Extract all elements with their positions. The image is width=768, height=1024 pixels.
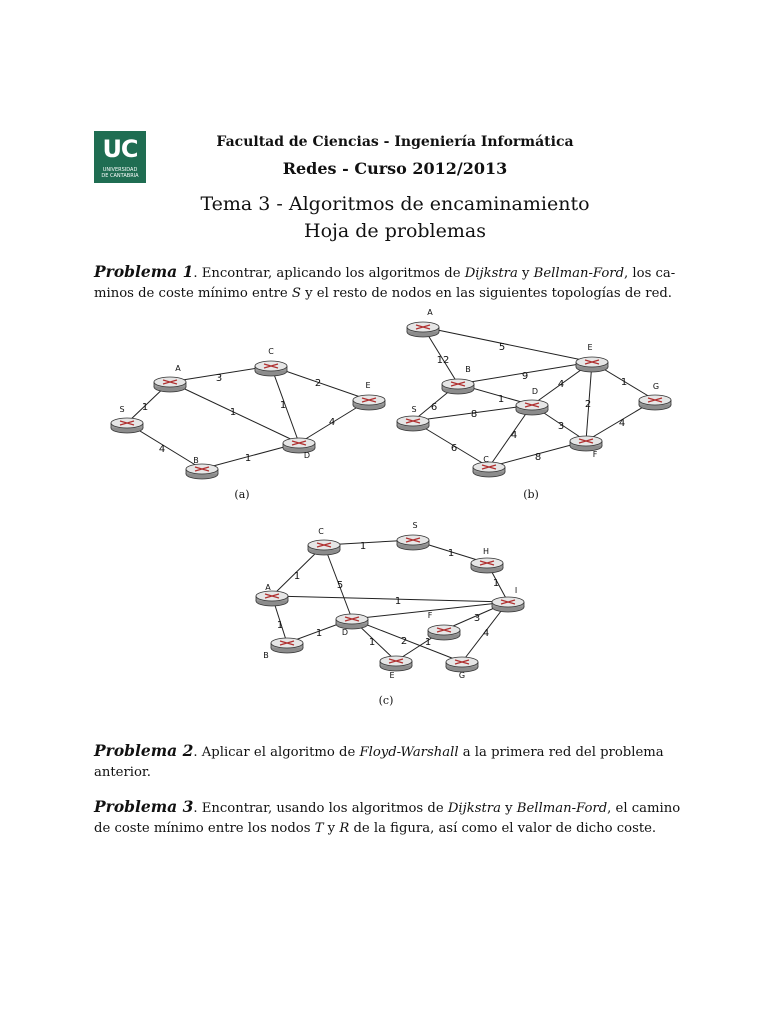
router-icon (256, 591, 288, 606)
edge-weight-E-F: 1 (424, 637, 432, 648)
node-label-A: A (175, 364, 181, 373)
node-label-E: E (587, 343, 593, 352)
edge-weight-I-G: 4 (482, 628, 490, 639)
node-label-H: H (482, 547, 490, 556)
course-title: Redes - Curso 2012/2013 (282, 159, 508, 178)
edge-weight-D-G: 2 (400, 636, 408, 647)
edge-weight-F-I: 3 (473, 613, 481, 624)
router-icon (428, 625, 460, 640)
problem-3-label: Problema 3 (94, 797, 194, 816)
bellman-ford-term: Bellman-Ford (516, 801, 608, 816)
edge-weight-H-I: 1 (492, 578, 500, 589)
node-label-E: E (365, 381, 371, 390)
router-icon (154, 377, 186, 392)
caption-c: (c) (378, 694, 394, 707)
problem-2-line-1 (94, 741, 664, 763)
logo-line-1: UNIVERSIDAD (102, 167, 138, 173)
conjunction: y (323, 821, 340, 836)
edge-weight-D-F: 3 (557, 421, 565, 432)
node-label-A: A (265, 583, 271, 592)
edge-weight-C-S: 1 (359, 541, 367, 552)
problem-2-text: . Aplicar el algoritmo de (193, 745, 360, 760)
conjunction: y (500, 801, 517, 816)
graph-c (256, 521, 524, 680)
node-label-D: D (303, 451, 311, 460)
node-label-S: S (411, 405, 417, 414)
problem-1-text-2-end: y el resto de nodos en las siguientes topologías de red. (300, 286, 673, 301)
edge-weight-B-S: 6 (430, 402, 438, 413)
node-label-F: F (427, 611, 433, 620)
problem-1-text: . Encontrar, aplicando los algoritmos de (193, 266, 465, 281)
edge-weight-C-F: 8 (534, 452, 542, 463)
router-icon (380, 656, 412, 671)
node-r-ref: R (339, 821, 350, 836)
router-icon (570, 436, 602, 451)
problem-3-text-2: de coste mínimo entre los nodos (94, 821, 315, 836)
node-t-ref: T (314, 821, 324, 836)
dijkstra-term: Dijkstra (464, 266, 518, 281)
node-label-D: D (341, 628, 349, 637)
edge-weight-B-D: 1 (244, 453, 252, 464)
router-icon (492, 597, 524, 612)
edge-weight-D-E: 4 (557, 379, 565, 390)
router-icon (576, 357, 608, 372)
node-label-C: C (268, 347, 274, 356)
topic-title: Tema 3 - Algoritmos de encaminamiento (200, 193, 590, 215)
edge-weight-D-C: 4 (510, 430, 518, 441)
edge-weight-A-C: 3 (215, 373, 223, 384)
problem-3-text-2-end: de la figura, así como el valor de dicho coste. (349, 821, 657, 836)
problem-2-label: Problema 2 (94, 741, 194, 760)
router-icon (446, 657, 478, 672)
edge-weight-S-H: 1 (447, 548, 455, 559)
problem-2 (94, 741, 664, 783)
router-icon (407, 322, 439, 337)
bellman-ford-term: Bellman-Ford (533, 266, 625, 281)
edge-weight-A-B: 1 (276, 620, 284, 631)
edge-A-I (272, 596, 508, 602)
edge-weight-S-D: 8 (470, 409, 478, 420)
node-label-I: I (514, 586, 518, 595)
router-icon (186, 464, 218, 479)
edge-weight-A-B: 12 (436, 355, 450, 366)
edge-weight-B-E: 9 (521, 371, 529, 382)
node-label-C: C (318, 527, 324, 536)
problem-2-line-2: anterior. (94, 765, 151, 780)
node-label-D: D (531, 387, 539, 396)
problem-3-text-end: , el camino (607, 801, 681, 816)
router-icon (271, 638, 303, 653)
node-label-B: B (465, 365, 471, 374)
graph-b (397, 308, 671, 477)
problem-2-text-end: a la primera red del problema (458, 745, 664, 760)
problem-3 (94, 797, 681, 839)
router-icon (516, 400, 548, 415)
router-icon (336, 614, 368, 629)
problem-3-line-2 (94, 819, 660, 839)
dijkstra-term: Dijkstra (447, 801, 501, 816)
router-icon (353, 395, 385, 410)
edge-weight-B-D: 1 (497, 394, 505, 405)
router-icon (639, 395, 671, 410)
node-label-A: A (427, 308, 433, 317)
faculty-title: Facultad de Ciencias - Ingeniería Informática (216, 134, 574, 150)
edge-weight-E-D: 4 (328, 417, 336, 428)
node-label-B: B (193, 456, 199, 465)
logo-title: UC (102, 135, 138, 163)
problem-3-line-1 (94, 797, 681, 819)
node-label-G: G (652, 382, 660, 391)
caption-a: (a) (234, 488, 250, 501)
node-label-B: B (263, 651, 269, 660)
router-icon (442, 379, 474, 394)
logo-line-2: DE CANTABRIA (101, 173, 139, 179)
problem-1-text-end: , los ca- (624, 266, 676, 281)
router-icon (255, 361, 287, 376)
problem-3-text: . Encontrar, usando los algoritmos de (193, 801, 448, 816)
node-label-G: G (458, 671, 466, 680)
edge-weight-A-I: 1 (394, 596, 402, 607)
router-icon (397, 535, 429, 550)
node-label-F: F (592, 450, 598, 459)
edge-weight-S-C: 6 (450, 443, 458, 454)
router-icon (111, 418, 143, 433)
node-label-S: S (119, 405, 125, 414)
problem-1-text-2: minos de coste mínimo entre (94, 286, 292, 301)
edge-weight-C-A: 1 (293, 571, 301, 582)
edge-weight-E-F: 2 (584, 399, 592, 410)
edge-weight-A-E: 5 (498, 342, 506, 353)
edge-weight-D-E: 1 (368, 637, 376, 648)
edge-weight-S-A: 1 (141, 402, 149, 413)
node-label-S: S (412, 521, 418, 530)
sheet-title: Hoja de problemas (304, 220, 486, 242)
caption-b: (b) (523, 488, 539, 501)
edge-weight-C-E: 2 (314, 378, 322, 389)
edge-weight-C-D: 5 (336, 580, 344, 591)
conjunction: y (517, 266, 534, 281)
edge-weight-B-D: 1 (315, 628, 323, 639)
router-icon (283, 438, 315, 453)
edge-weight-S-B: 4 (158, 444, 166, 455)
router-icon (397, 416, 429, 431)
edge-weight-G-F: 4 (618, 418, 626, 429)
router-icon (473, 462, 505, 477)
graph-a (111, 347, 385, 479)
edge-weight-E-G: 1 (620, 377, 628, 388)
router-icon (308, 540, 340, 555)
edge-weight-C-D: 1 (279, 400, 287, 411)
floyd-warshall-term: Floyd-Warshall (359, 745, 459, 760)
node-label-C: C (483, 455, 489, 464)
router-icon (471, 558, 503, 573)
edge-weight-A-D: 1 (229, 407, 237, 418)
node-s-ref: S (291, 286, 301, 301)
node-label-E: E (389, 671, 395, 680)
problem-1-label: Problema 1 (94, 262, 194, 281)
